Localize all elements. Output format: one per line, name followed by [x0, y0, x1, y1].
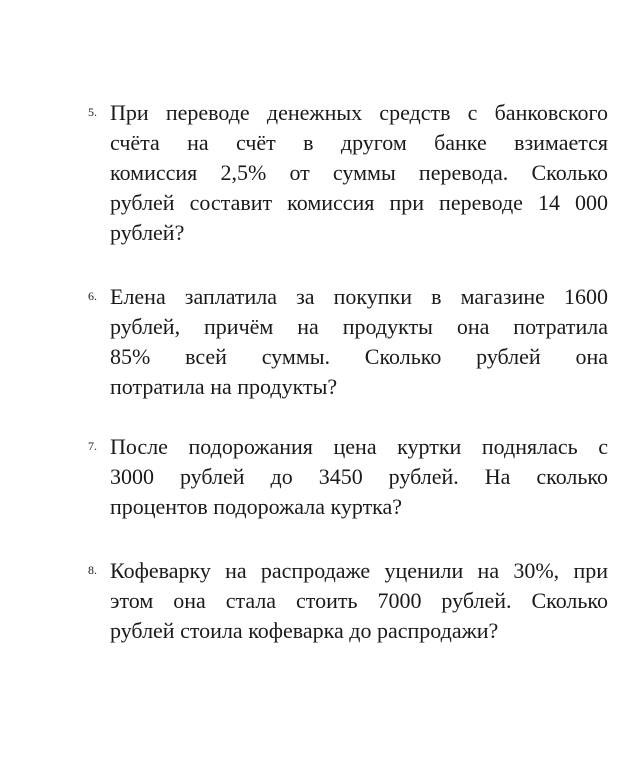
problem-line: рублей, причём на продукты она потратила	[110, 314, 608, 339]
problem-line: рублей?	[110, 220, 185, 245]
problem-6	[88, 282, 608, 402]
problem-line: Елена заплатила за покупки в магазине 1600	[110, 284, 608, 309]
problem-number: 7.	[88, 439, 97, 453]
problem-7	[88, 432, 608, 522]
problem-line: При переводе денежных средств с банковского	[110, 100, 608, 125]
problem-line: Кофеварку на распродаже уценили на 30%, при	[110, 558, 608, 583]
problem-line: этом она стала стоить 7000 рублей. Сколько	[110, 588, 608, 613]
problem-text	[88, 556, 608, 646]
problem-text	[88, 282, 608, 402]
problem-line: рублей составит комиссия при переводе 14 000	[110, 190, 608, 215]
problem-line: комиссия 2,5% от суммы перевода. Сколько	[110, 160, 608, 185]
problem-number: 8.	[88, 563, 97, 577]
problem-5	[88, 98, 608, 248]
problem-8	[88, 556, 608, 646]
problem-text	[88, 98, 608, 248]
problem-line: 3000 рублей до 3450 рублей. На сколько	[110, 464, 608, 489]
problem-line: счёта на счёт в другом банке взимается	[110, 130, 608, 155]
problem-line: После подорожания цена куртки поднялась с	[110, 434, 608, 459]
problem-line: рублей стоила кофеварка до распродажи?	[110, 618, 499, 643]
problem-text	[88, 432, 608, 522]
problem-line: 85% всей суммы. Сколько рублей она	[110, 344, 608, 369]
problem-line: потратила на продукты?	[110, 374, 338, 399]
problem-number: 5.	[88, 105, 97, 119]
problem-number: 6.	[88, 289, 97, 303]
problem-line: процентов подорожала куртка?	[110, 494, 403, 519]
